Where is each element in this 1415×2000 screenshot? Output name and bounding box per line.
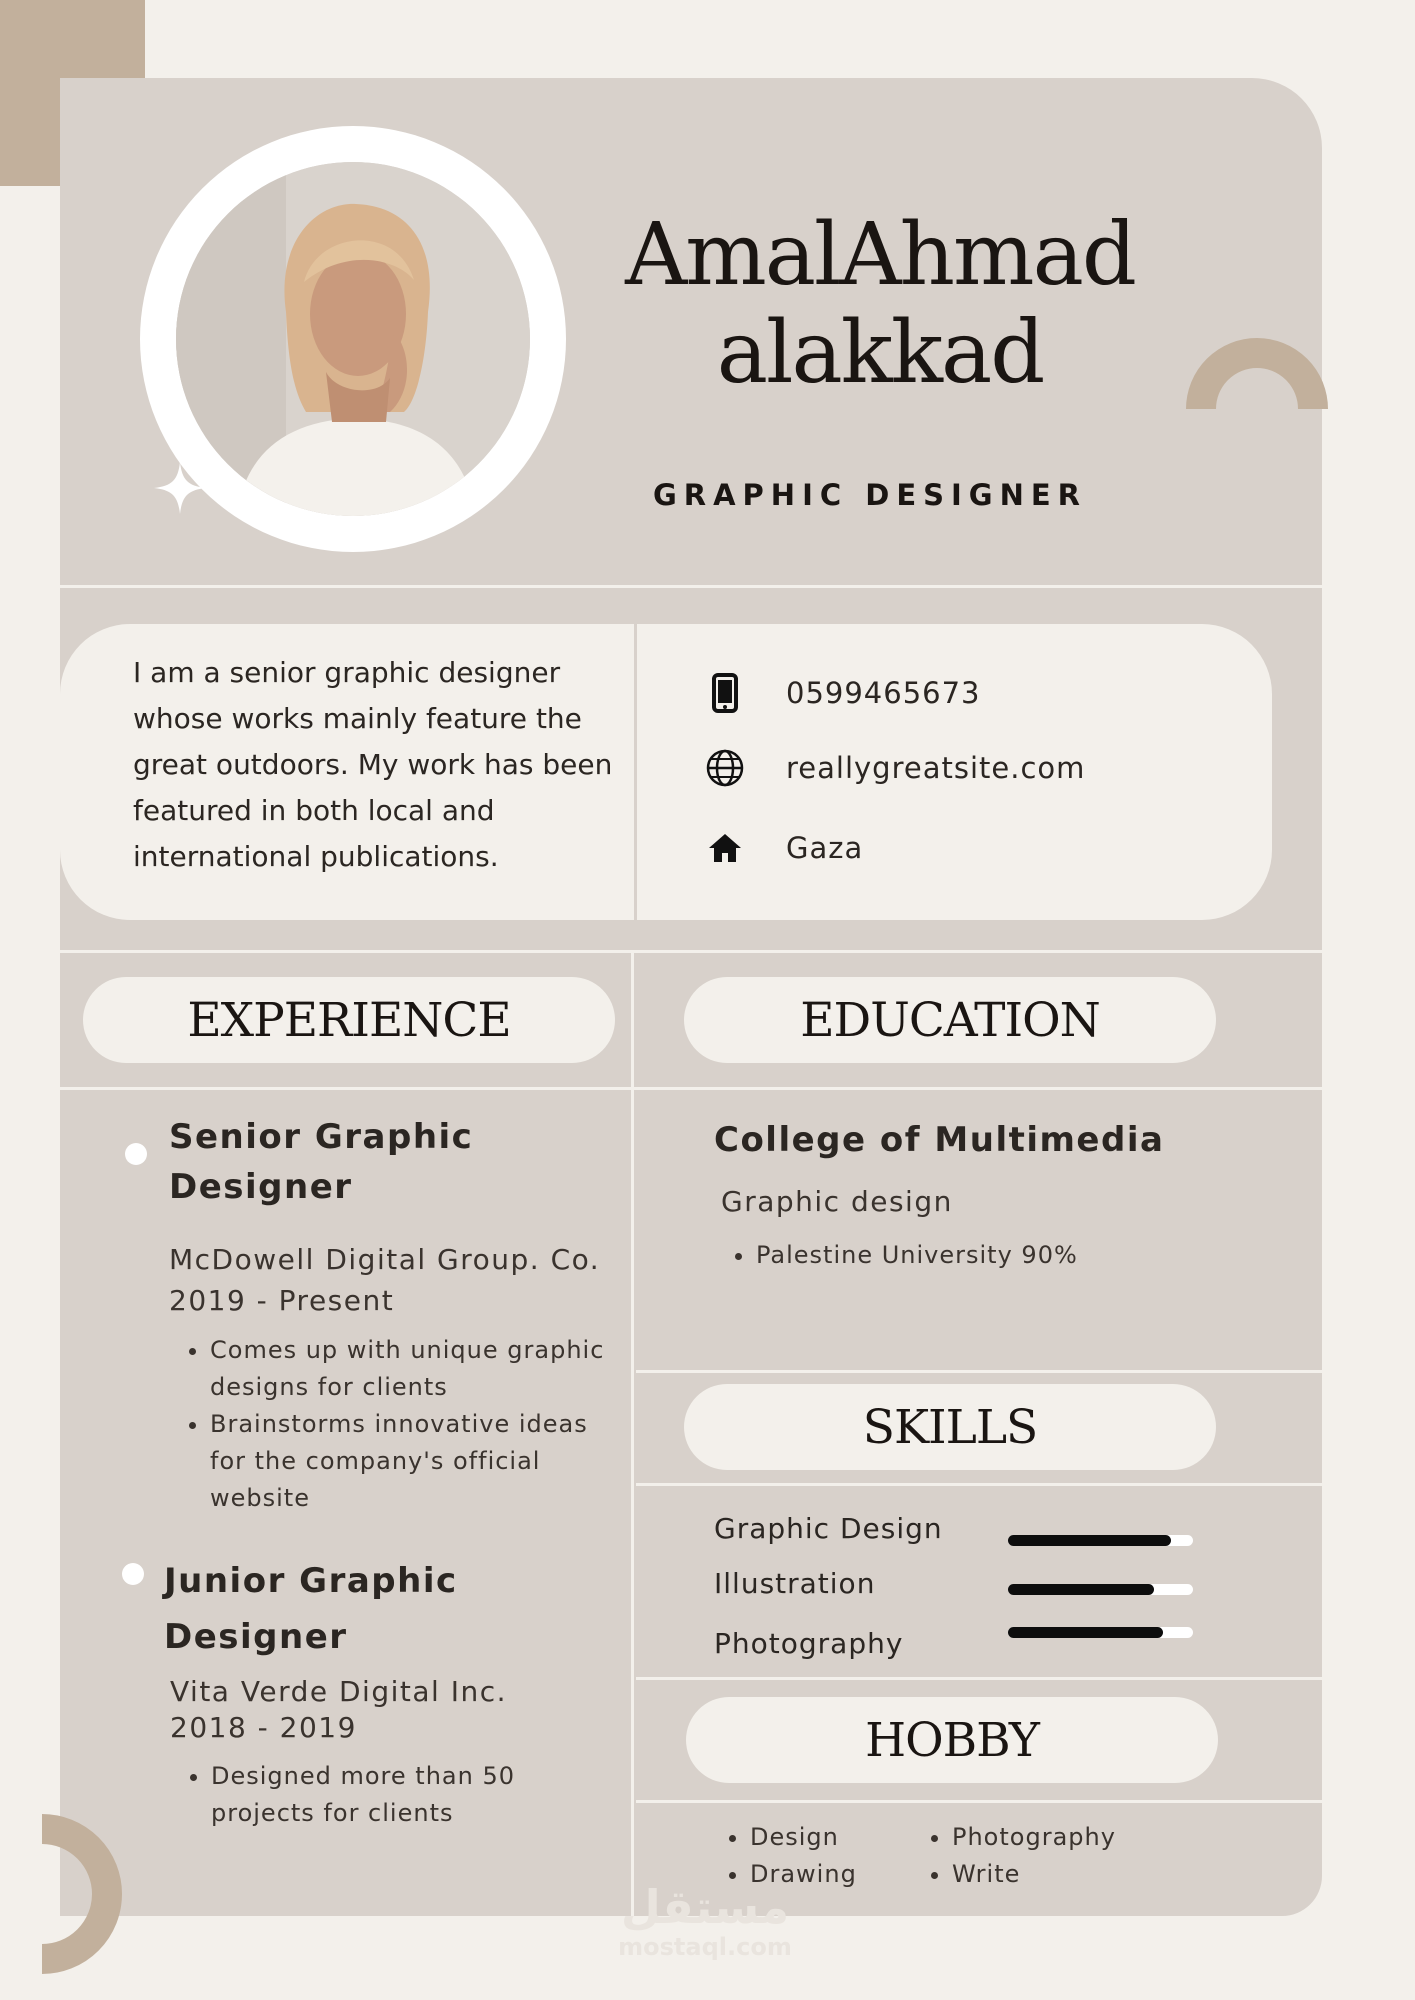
list-item: • Comes up with unique graphic designs for clients [210, 1332, 620, 1406]
job-period: 2019 - Present [169, 1284, 395, 1317]
skill-bar-fill [1008, 1535, 1171, 1546]
skill-bar-fill [1008, 1584, 1154, 1595]
job-bullets [181, 1758, 621, 1832]
location-text: Gaza [786, 831, 864, 865]
column-divider [631, 950, 634, 1916]
school-name: College of Multimedia [714, 1120, 1165, 1160]
education-heading: EDUCATION [684, 977, 1216, 1063]
skill-label: Illustration [714, 1567, 876, 1600]
education-major: Graphic design [721, 1185, 953, 1218]
timeline-dot [122, 1563, 144, 1585]
portrait-illustration [176, 162, 530, 516]
skill-bar-fill [1008, 1627, 1163, 1638]
job-title: Junior Graphic Designer [164, 1561, 458, 1657]
skill-bar [1008, 1584, 1193, 1595]
contact-location [704, 823, 1204, 873]
hobby-heading: HOBBY [686, 1697, 1218, 1783]
job-role: GRAPHIC DESIGNER [652, 478, 1088, 512]
job-company [169, 1239, 609, 1321]
list-item: • Design [750, 1819, 940, 1856]
watermark [580, 1882, 830, 1962]
name-second-line: alakkad [716, 303, 1044, 403]
list-item: • Drawing [750, 1856, 940, 1893]
experience-heading: EXPERIENCE [83, 977, 615, 1063]
list-item: • Photography [952, 1819, 1202, 1856]
name-title [560, 206, 1200, 402]
contact-phone [704, 668, 1204, 718]
skill-bar [1008, 1535, 1193, 1546]
job-title: Senior Graphic Designer [169, 1117, 474, 1207]
skill-bar [1008, 1627, 1193, 1638]
job-company [170, 1674, 610, 1746]
watermark-arabic: مستقل [620, 1880, 790, 1934]
divider [636, 1677, 1322, 1680]
phone-number: 0599465673 [786, 676, 981, 710]
divider [60, 1087, 1322, 1090]
skill-label: Photography [714, 1627, 904, 1660]
job-bullets [180, 1332, 620, 1517]
divider [636, 1370, 1322, 1373]
home-icon [704, 827, 746, 869]
contact-website [704, 743, 1204, 793]
phone-icon [704, 672, 746, 714]
globe-icon [704, 747, 746, 789]
watermark-latin: mostaql.com [618, 1933, 792, 1961]
timeline-dot [125, 1143, 147, 1165]
skill-label: Graphic Design [714, 1512, 943, 1545]
hobby-list-right [922, 1819, 1202, 1893]
list-item: • Designed more than 50 projects for clients [211, 1758, 621, 1832]
profile-photo [176, 162, 530, 516]
divider [60, 585, 1322, 588]
about-text: I am a senior graphic designer whose works mainly feature the great outdoors. My work has been featured in both local and international publications. [133, 656, 613, 873]
list-item: • Palestine University 90% [756, 1237, 1276, 1274]
list-item: • Brainstorms innovative ideas for the company's official website [210, 1406, 620, 1517]
website-link[interactable]: reallygreatsite.com [786, 751, 1086, 785]
divider [636, 1483, 1322, 1486]
education-details [726, 1237, 1276, 1274]
divider [636, 1800, 1322, 1803]
about-divider [634, 624, 637, 920]
company-name: McDowell Digital Group. Co. [169, 1243, 601, 1276]
name-first-line: AmalAhmad [625, 205, 1135, 305]
list-item: • Write [952, 1856, 1202, 1893]
job-period: 2018 - 2019 [170, 1711, 357, 1744]
company-name: Vita Verde Digital Inc. [170, 1675, 507, 1708]
skills-heading: SKILLS [684, 1384, 1216, 1470]
divider [60, 950, 1322, 953]
sparkle-icon [150, 458, 210, 518]
